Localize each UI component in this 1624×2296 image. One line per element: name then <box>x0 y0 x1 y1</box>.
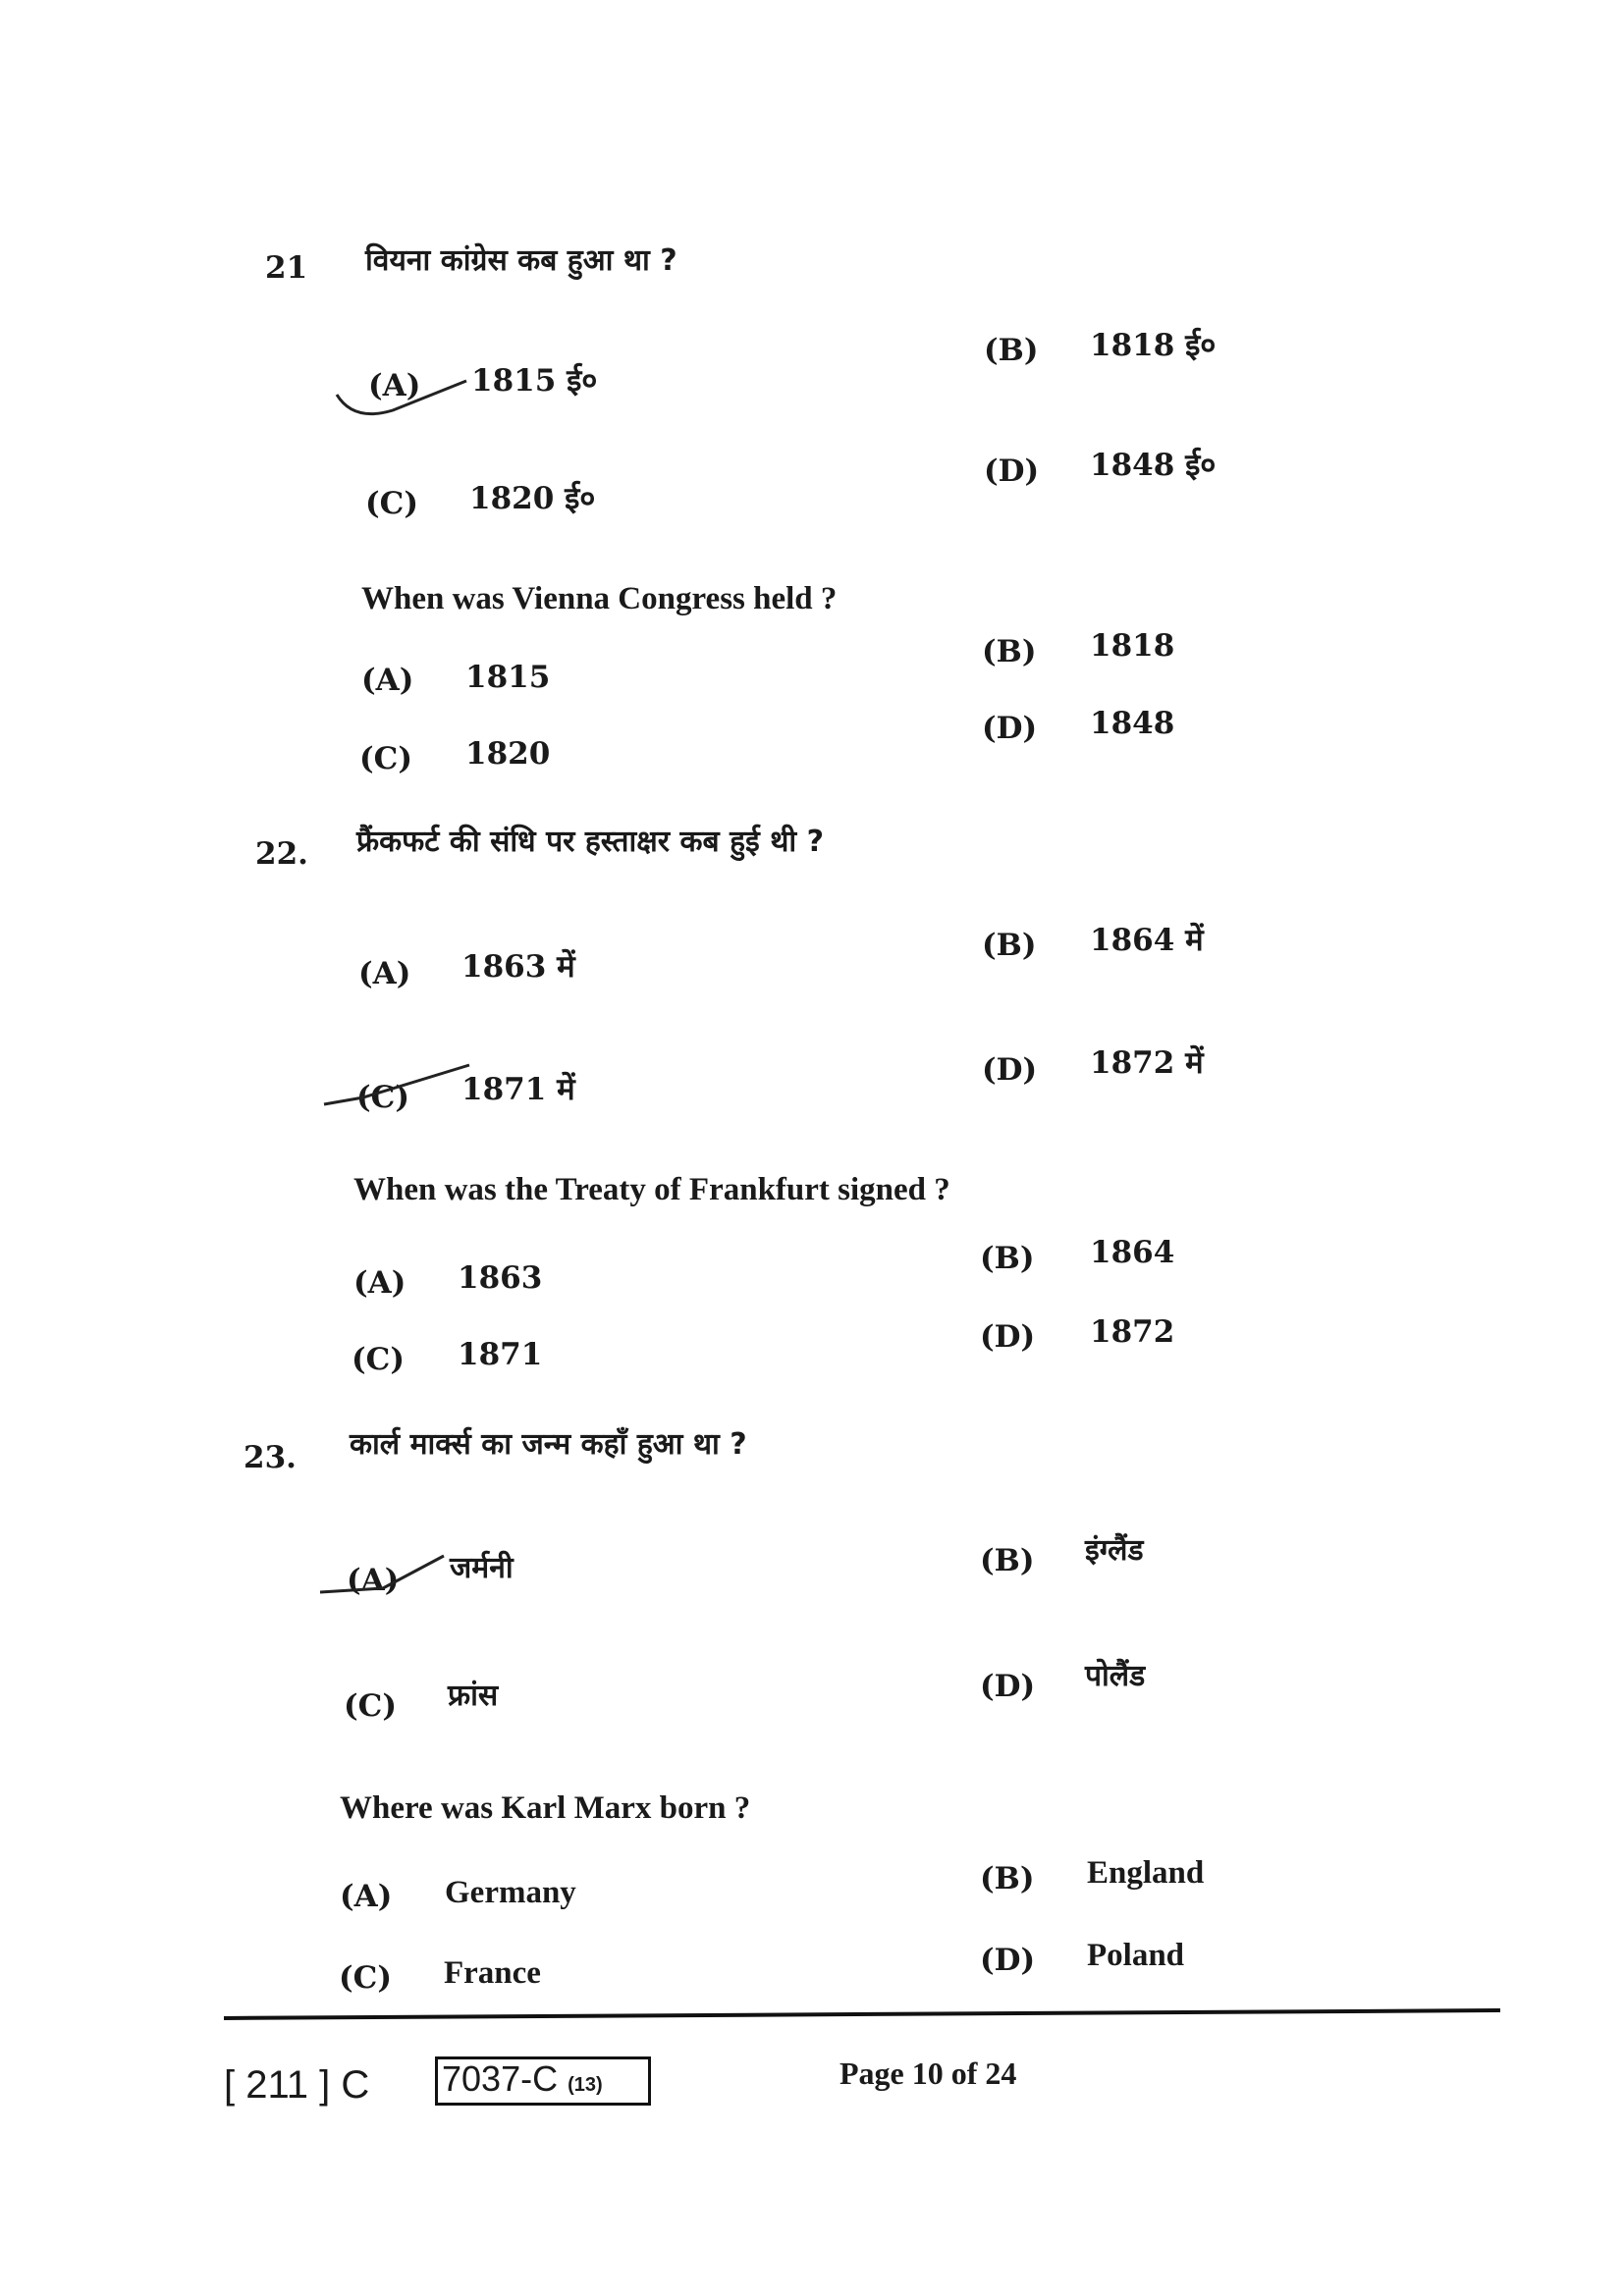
option-value: 1872 में <box>1090 1045 1204 1081</box>
option-label: (B) <box>984 333 1039 368</box>
option-value: Poland <box>1087 1938 1185 1973</box>
option-label: (C) <box>339 1960 393 1996</box>
footer-series: [ 211 ] C <box>224 2063 370 2107</box>
option-value: 1863 में <box>461 949 575 985</box>
option-value: 1864 में <box>1090 923 1204 958</box>
paper-code-main: 7037-C <box>442 2058 559 2099</box>
option-label: (C) <box>356 1080 410 1115</box>
option-label: (A) <box>368 368 421 403</box>
option-label: (C) <box>359 741 413 776</box>
question-text-hindi: कार्ल मार्क्स का जन्म कहाँ हुआ था ? <box>350 1427 747 1462</box>
option-label: (A) <box>358 956 411 991</box>
question-text-english: When was Vienna Congress held ? <box>361 581 838 616</box>
option-label: (C) <box>365 486 419 521</box>
paper-code <box>442 2058 603 2103</box>
question-text-hindi: वियना कांग्रेस कब हुआ था ? <box>365 243 677 278</box>
option-label: (B) <box>980 1543 1035 1578</box>
option-value: 1871 में <box>461 1072 575 1107</box>
option-value: 1864 <box>1090 1235 1175 1270</box>
option-value: 1818 <box>1090 628 1175 664</box>
option-label: (B) <box>980 1861 1035 1896</box>
option-value: Germany <box>445 1875 576 1910</box>
option-value: England <box>1087 1855 1205 1891</box>
question-number: 22. <box>255 836 308 872</box>
option-label: (C) <box>352 1342 406 1377</box>
option-label: (A) <box>340 1879 393 1914</box>
option-value: 1815 <box>465 660 551 695</box>
option-label: (B) <box>982 928 1037 963</box>
option-label: (B) <box>982 634 1037 669</box>
question-number: 23. <box>244 1440 297 1475</box>
question-text-english: When was the Treaty of Frankfurt signed ? <box>353 1172 950 1207</box>
option-label: (A) <box>347 1563 400 1598</box>
question-number: 21 <box>265 250 308 286</box>
option-label: (D) <box>980 1943 1036 1978</box>
option-label: (D) <box>984 454 1040 489</box>
option-value: 1818 ई० <box>1090 328 1217 363</box>
option-value: 1871 <box>458 1337 543 1372</box>
option-value: फ्रांस <box>448 1679 499 1713</box>
option-label: (D) <box>982 1052 1038 1088</box>
option-value: 1872 <box>1090 1314 1175 1350</box>
option-label: (B) <box>980 1241 1035 1276</box>
page-number: Page 10 of 24 <box>839 2056 1017 2091</box>
footer-divider <box>224 2008 1500 2020</box>
question-text-hindi: फ्रैंकफर्ट की संधि पर हस्ताक्षर कब हुई थी ? <box>356 825 825 859</box>
option-value: 1848 ई० <box>1090 448 1217 483</box>
option-label: (A) <box>353 1265 406 1301</box>
option-value: पोलैंड <box>1085 1659 1146 1693</box>
option-label: (D) <box>982 711 1038 746</box>
option-label: (A) <box>361 663 414 698</box>
option-value: France <box>444 1955 541 1991</box>
option-value: 1863 <box>458 1260 543 1296</box>
option-value: 1820 <box>465 736 551 772</box>
question-text-english: Where was Karl Marx born ? <box>340 1790 751 1826</box>
option-value: 1848 <box>1090 706 1175 741</box>
option-label: (D) <box>980 1319 1036 1355</box>
option-value: जर्मनी <box>450 1551 514 1585</box>
option-value: 1815 ई० <box>471 363 598 399</box>
option-label: (D) <box>980 1669 1036 1704</box>
option-value: इंग्लैंड <box>1085 1533 1144 1568</box>
option-label: (C) <box>344 1688 398 1724</box>
option-value: 1820 ई० <box>469 481 596 516</box>
paper-code-sub: (13) <box>568 2074 603 2096</box>
